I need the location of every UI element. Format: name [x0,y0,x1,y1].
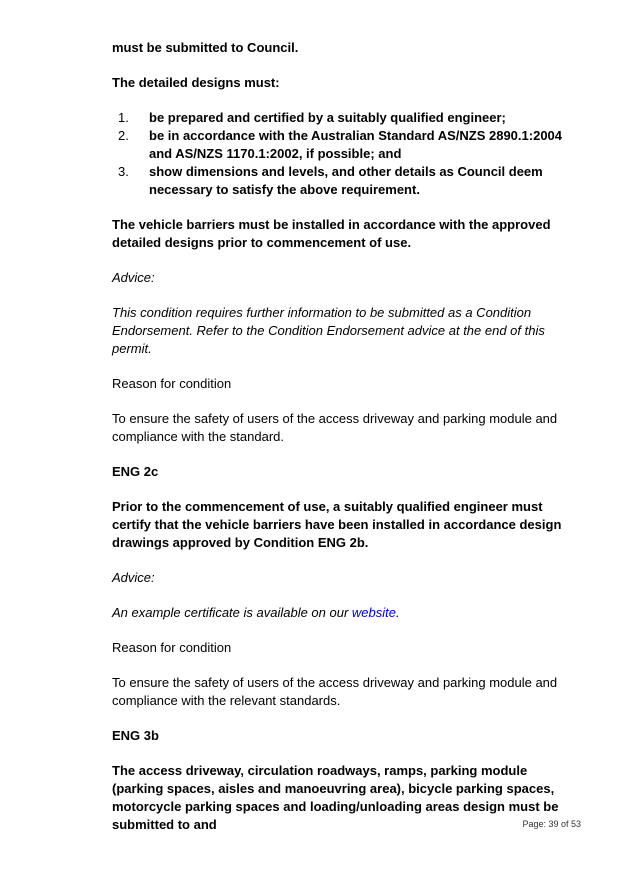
condition-text-eng3b: The access driveway, circulation roadways, ramps, parking module (parking spaces, aisles and manoeuvring area), bicycle parking spaces, motorcycle parking spaces and loading/unloading areas design must be submitted to and [112,763,559,832]
advice-label: Advice: [112,570,155,585]
list-item-text: show dimensions and levels, and other details as Council deem necessary to satisfy the above requirement. [149,164,543,197]
reason-text: To ensure the safety of users of the access driveway and parking module and compliance with the standard. [112,411,558,444]
reason-label: Reason for condition [112,640,232,655]
condition-heading-eng2c: ENG 2c [112,464,159,479]
advice-text-after: . [395,605,400,620]
advice-text-before: An example certificate is available on our [112,605,352,620]
top-fragment: must be submitted to Council. [112,40,299,55]
condition-heading-eng3b: ENG 3b [112,728,159,743]
reason-label: Reason for condition [112,376,232,391]
list-item-text: be in accordance with the Australian Standard AS/NZS 2890.1:2004 and AS/NZS 1170.1:2002, if possible; and [149,128,563,161]
list-item [112,163,582,199]
list-item-number: 2. [118,128,129,143]
page-number: Page: 39 of 53 [522,819,581,829]
list-item [112,109,582,127]
detailed-designs-intro: The detailed designs must: [112,75,280,90]
advice-text [112,604,582,622]
reason-text: To ensure the safety of users of the access driveway and parking module and compliance with the relevant standards. [112,675,558,708]
list-item-number: 3. [118,164,129,179]
list-item-text: be prepared and certified by a suitably qualified engineer; [149,110,506,125]
document-page [112,39,582,834]
list-item [112,127,582,163]
requirements-list [112,109,582,199]
advice-label: Advice: [112,270,155,285]
advice-text: This condition requires further information to be submitted as a Condition Endorsement. Refer to the Condition Endorsement advice at the end of this permit. [112,305,545,356]
barriers-paragraph: The vehicle barriers must be installed in accordance with the approved detailed designs prior to commencement of use. [112,217,551,250]
list-item-number: 1. [118,110,129,125]
condition-text-eng2c: Prior to the commencement of use, a suitably qualified engineer must certify that the vehicle barriers have been installed in accordance design drawings approved by Condition ENG 2b. [112,499,562,550]
website-link[interactable]: website [351,605,396,620]
